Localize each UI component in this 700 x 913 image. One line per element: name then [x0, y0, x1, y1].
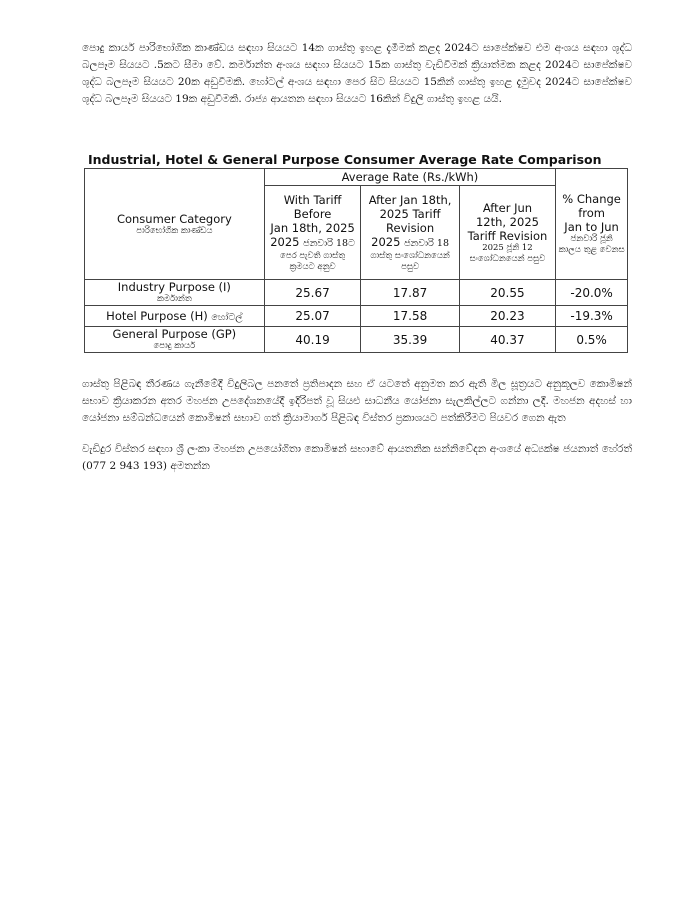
- after-jan-header-line-1: After Jan 18th,: [368, 192, 452, 207]
- process-paragraph: ගාස්තු පිළිබඳ තීරණය ගැනීමේදී විදුලිබල පනතේ ප්‍රතිපාදන සහ ඒ යටතේ අනුමත කර ඇති මිල සූත්‍රයට අනුකූලව කොමිෂන් සභාව ක්‍රියාකරන අතර මහජන උපදේශනයේදී ඉදිරිපත් වූ සියළු සාධනීය යෝජනා සැලකිල්ලට ගන්නා ලදී. මහජන අදහස් හා යෝජනා සම්බන්ධයෙන් කොමිෂන් සභාව ගත් ක්‍රියාමාර්ග පිළිබඳ විස්තර ප්‍රකාශයට පත්කිරීමට පියවර ගෙන ඇත: [82, 378, 632, 424]
- before-jan-header: [264, 186, 361, 280]
- contact-paragraph: වැඩිදුර විස්තර සඳහා ශ්‍රී ලංකා මහජන උපයෝගිතා කොමිෂන් සභාවේ ආයතනික සන්නිවේදන අංශයේ අධ්‍යක්ෂ ජයනාත් හේරත් (077 2 943 193) අමතන්න: [82, 443, 632, 472]
- category-name: Industry Purpose (I): [117, 280, 231, 294]
- category-name-si: පොදු කාර්ය: [153, 341, 196, 351]
- rate-after-jan: 35.39: [361, 327, 459, 353]
- rate-after-jun: 40.37: [459, 327, 555, 353]
- table-row-general: [85, 327, 628, 353]
- category-header: [85, 169, 265, 280]
- before-jan-header-year: 2025: [270, 234, 300, 249]
- after-jun-header-line-2: 12th, 2025: [475, 214, 539, 229]
- after-jun-header-line-3: Tariff Revision: [467, 228, 548, 243]
- rate-change: -20.0%: [556, 280, 628, 306]
- average-rate-header: Average Rate (Rs./kWh): [264, 169, 555, 186]
- before-jan-header-line-1: With Tariff: [283, 192, 342, 207]
- category-cell: [85, 306, 265, 327]
- after-jun-header: [459, 186, 555, 280]
- change-header-line-2: from: [578, 206, 605, 220]
- rate-before-jan: 25.67: [264, 280, 361, 306]
- category-cell: [85, 280, 265, 306]
- rate-comparison-table: [84, 168, 628, 353]
- after-jan-header-si-a: ජනවාරි 18: [404, 237, 450, 249]
- table-row-hotel: [85, 306, 628, 327]
- after-jan-header-si-b: ගාස්තු සංශෝධනයෙන් පසුව: [370, 250, 450, 272]
- after-jan-header-line-2: 2025 Tariff: [379, 206, 441, 221]
- after-jan-header: [361, 186, 459, 280]
- category-name: Hotel Purpose (H): [106, 309, 208, 323]
- table-title: Industrial, Hotel & General Purpose Consumer Average Rate Comparison: [88, 152, 602, 167]
- category-name: General Purpose (GP): [112, 327, 237, 341]
- rate-before-jan: 40.19: [264, 327, 361, 353]
- category-header-si: පාරිභෝගික කාණ්ඩය: [136, 225, 213, 236]
- rate-after-jun: 20.23: [459, 306, 555, 327]
- rate-change: -19.3%: [556, 306, 628, 327]
- table-header-row-1: [85, 169, 628, 186]
- rate-change: 0.5%: [556, 327, 628, 353]
- change-header: [556, 169, 628, 280]
- before-jan-header-line-3: Jan 18th, 2025: [270, 220, 355, 235]
- after-jun-header-si-a: 2025 ජූනි 12: [482, 242, 533, 253]
- rate-after-jan: 17.87: [361, 280, 459, 306]
- rate-after-jun: 20.55: [459, 280, 555, 306]
- after-jan-header-year: 2025: [371, 234, 401, 249]
- category-cell: [85, 327, 265, 353]
- before-jan-header-line-2: Before: [293, 206, 332, 221]
- after-jan-header-line-3: Revision: [386, 220, 435, 235]
- change-header-line-3: Jan to Jun: [564, 220, 619, 234]
- rate-after-jan: 17.58: [361, 306, 459, 327]
- before-jan-header-si-a: ජනවාරි 18ට: [303, 237, 355, 249]
- category-header-en: Consumer Category: [116, 211, 232, 226]
- rate-before-jan: 25.07: [264, 306, 361, 327]
- after-jun-header-si-b: සංශෝධනයෙන් පසුව: [469, 253, 546, 264]
- after-jun-header-line-1: After Jun: [482, 200, 533, 215]
- change-header-line-1: % Change: [562, 192, 621, 206]
- change-header-si: ජනවාරි ජූනි කාලය තුළ වෙනස: [558, 234, 625, 255]
- category-name-si: කර්මාන්ත: [156, 294, 192, 304]
- category-name-si: හෝටල්: [211, 312, 243, 323]
- before-jan-header-si-b: පෙර පැවති ගාස්තු ක්‍රමයට අනුව: [280, 250, 346, 272]
- intro-paragraph: පොදු කාර්ය පාරිභෝගික කාණ්ඩය සඳහා සියයට 14ක ගාස්තු ඉහළ දැමීමක් කළද 2024ට සාපේක්ෂව එම අංශය සඳහා ශුද්ධ බලපෑම සියයට .5කට සීමා වේ. කර්මාන්ත අංශය සඳහා සියයට 15ක ගාස්තු වැඩිවීමක් ක්‍රියාත්මක කළද 2024ට සාපේක්ෂව ශුද්ධ බලපෑම සියයට 20ක අඩුවීමකි. හෝටල් අංශය සඳහා පෙර සිට සියයට 15කින් ගාස්තු ඉහළ දැමුවද 2024ට සාපේක්ෂව ශුද්ධ බලපෑම සියයට 19ක අඩුවීමකි. රාජ්‍ය ආයතන සඳහා සියයට 16කින් විදුලි ගාස්තු ඉහළ යයි.: [82, 42, 632, 105]
- table-row-industry: [85, 280, 628, 306]
